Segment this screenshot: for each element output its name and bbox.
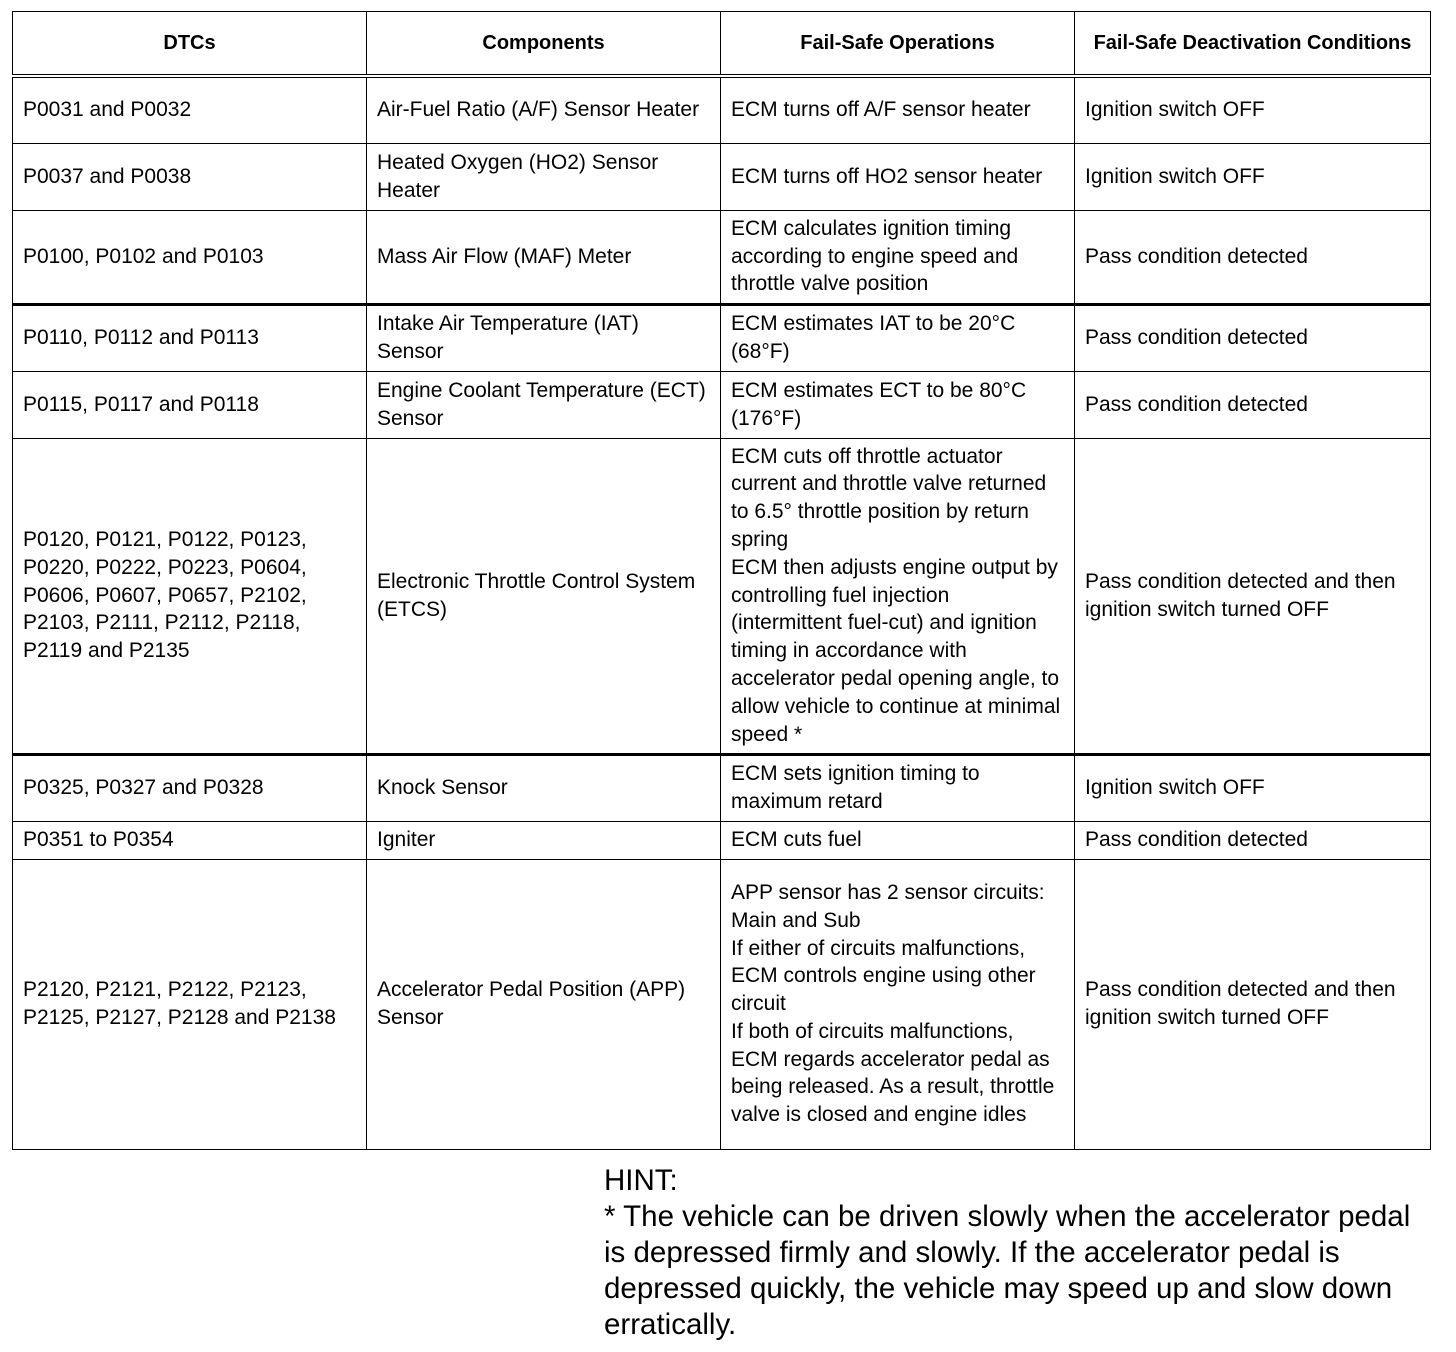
- dtc-cell: P0110, P0112 and P0113: [13, 304, 367, 371]
- deactivation-cell: Ignition switch OFF: [1075, 754, 1431, 821]
- table-header-row: [13, 12, 1431, 77]
- table-row: [13, 304, 1431, 371]
- table-row: [13, 76, 1431, 143]
- deactivation-cell: Pass condition detected and then ignition switch turned OFF: [1075, 438, 1431, 754]
- component-cell: Heated Oxygen (HO2) Sensor Heater: [367, 143, 721, 210]
- header-fail-safe-operations: Fail-Safe Operations: [721, 12, 1075, 77]
- header-dtcs: DTCs: [13, 12, 367, 77]
- table-row: [13, 143, 1431, 210]
- deactivation-cell: Ignition switch OFF: [1075, 76, 1431, 143]
- fail-safe-table: [12, 11, 1431, 1150]
- dtc-cell: P0037 and P0038: [13, 143, 367, 210]
- component-cell: Air-Fuel Ratio (A/F) Sensor Heater: [367, 76, 721, 143]
- table-row: [13, 754, 1431, 821]
- operation-cell: ECM estimates ECT to be 80°C (176°F): [721, 371, 1075, 438]
- table-row: [13, 438, 1431, 754]
- operation-cell: ECM turns off HO2 sensor heater: [721, 143, 1075, 210]
- hint-text: * The vehicle can be driven slowly when the accelerator pedal is depressed firmly and slowly. If the accelerator pedal is depressed quickly, the vehicle may speed up and slow down erratically.: [604, 1200, 1411, 1341]
- table-row: [13, 371, 1431, 438]
- dtc-cell: P0351 to P0354: [13, 821, 367, 859]
- operation-cell: ECM turns off A/F sensor heater: [721, 76, 1075, 143]
- deactivation-cell: Pass condition detected: [1075, 821, 1431, 859]
- operation-cell: ECM calculates ignition timing according to engine speed and throttle valve position: [721, 210, 1075, 304]
- dtc-cell: P0115, P0117 and P0118: [13, 371, 367, 438]
- deactivation-cell: Pass condition detected: [1075, 210, 1431, 304]
- dtc-cell: P0100, P0102 and P0103: [13, 210, 367, 304]
- component-cell: Mass Air Flow (MAF) Meter: [367, 210, 721, 304]
- dtc-cell: P2120, P2121, P2122, P2123, P2125, P2127, P2128 and P2138: [13, 859, 367, 1149]
- dtc-cell: P0325, P0327 and P0328: [13, 754, 367, 821]
- table-row: [13, 859, 1431, 1149]
- deactivation-cell: Pass condition detected: [1075, 371, 1431, 438]
- hint-title: HINT:: [604, 1164, 678, 1197]
- deactivation-cell: Pass condition detected and then ignition switch turned OFF: [1075, 859, 1431, 1149]
- hint-note: [604, 1163, 1434, 1343]
- deactivation-cell: Pass condition detected: [1075, 304, 1431, 371]
- dtc-cell: P0031 and P0032: [13, 76, 367, 143]
- component-cell: Electronic Throttle Control System (ETCS): [367, 438, 721, 754]
- operation-cell: APP sensor has 2 sensor circuits: Main and Sub If either of circuits malfunctions, ECM controls engine using other circuit If both of circuits malfunctions, ECM regards accelerator pedal as being released. As a result, throttle valve is closed and engine idles: [721, 859, 1075, 1149]
- header-components: Components: [367, 12, 721, 77]
- dtc-cell: P0120, P0121, P0122, P0123, P0220, P0222, P0223, P0604, P0606, P0607, P0657, P2102, P2103, P2111, P2112, P2118, P2119 and P2135: [13, 438, 367, 754]
- operation-cell: ECM cuts off throttle actuator current and throttle valve returned to 6.5° throttle position by return spring ECM then adjusts engine output by controlling fuel injection (intermittent fuel-cut) and ignition timing in accordance with accelerator pedal opening angle, to allow vehicle to continue at minimal speed *: [721, 438, 1075, 754]
- table-row: [13, 210, 1431, 304]
- component-cell: Engine Coolant Temperature (ECT) Sensor: [367, 371, 721, 438]
- component-cell: Knock Sensor: [367, 754, 721, 821]
- operation-cell: ECM sets ignition timing to maximum retard: [721, 754, 1075, 821]
- operation-cell: ECM estimates IAT to be 20°C (68°F): [721, 304, 1075, 371]
- component-cell: Igniter: [367, 821, 721, 859]
- component-cell: Accelerator Pedal Position (APP) Sensor: [367, 859, 721, 1149]
- header-fail-safe-deactivation-conditions: Fail-Safe Deactivation Conditions: [1075, 12, 1431, 77]
- table-row: [13, 821, 1431, 859]
- component-cell: Intake Air Temperature (IAT) Sensor: [367, 304, 721, 371]
- operation-cell: ECM cuts fuel: [721, 821, 1075, 859]
- deactivation-cell: Ignition switch OFF: [1075, 143, 1431, 210]
